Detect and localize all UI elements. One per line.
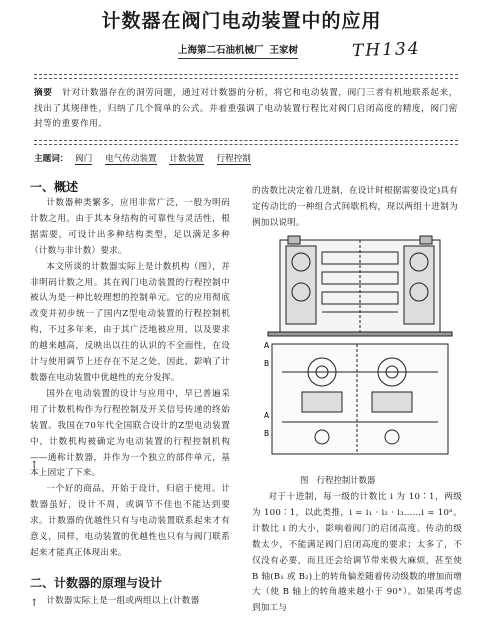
keyword: 电气传动装置 [105,154,157,164]
keyword: 计数装置 [169,154,204,164]
paragraph: 的齿数比决定着几进制，在设计时根据需要设定)具有定传动比的一种组合式间歇机构，现以两组十进制为例加以说明。 [252,186,458,228]
affiliation: 上海第二石油机械厂 [178,45,264,56]
abstract-label: 摘要 [34,88,53,98]
divider-mid-2 [34,144,458,145]
fig-label: A [264,341,270,350]
keyword: 行程控制 [216,154,251,164]
abstract-text: 针对计数器存在的洞劳问题，通过对计数器的分析，将它和电动装置，阀门三者有机地联系起来，找出了其规律性，归纳了几个简单的公式。并着重强调了电动装置行程比对阀门启闭高度的精度，阀门密封等的重要作用。 [34,88,458,129]
author: 王家树 [269,45,299,56]
paragraph: 计数器种类繁多，应用非常广泛，一般为明码计数之用。由于其本身结构的可靠性与灵活性，根据需要，可设计出多种结构类型，足以满足多种（计数与非计数）要求。 [30,198,230,256]
keywords [34,152,458,164]
paragraph: 对于十进制，每一级的计数比 i 为 10∶1，两级为 100∶1，以此类推，i = i₁ · i₂ · i₃……i = 10ⁿ。计数比 i 的大小，影响着阀门的启闭高度。传动的级数太少，不能满足阀门启闭高度的要求；太多了，不仅没有必要，而且还会给调节带来极大麻烦，甚至使 B 轴(B₁ 或 B₂)上的转角偏差随着传动级数的增加而增大（使 B 轴上的转角越来越小于 90°）。如果再考虑到加工与 [252,492,462,614]
counter-mechanism-figure [262,232,458,462]
divider-top-2 [34,78,458,79]
fig-label: B [264,429,270,438]
section1-body [30,196,230,562]
byline-underline [178,58,298,59]
section-heading: 一、概述 [30,180,79,194]
right-column-bottom [252,490,462,617]
paper-title: 计数器在阀门电动装置中的应用 [101,10,382,32]
paragraph: 一个好的商品，开始于设计，归宿于使用。计数器虽好，设计不周，或调节不佳也不能达到要求。计数器的优越性只有与电动装置联系起来才有意义，同样，电动装置的优越性也只有与阀门联系起来才能真正体现出来。 [30,484,230,558]
section-heading: 二、计数器的原理与设计 [30,576,163,590]
handwritten-classification: TH134 [351,38,421,62]
paragraph: 国外在电动装置的设计与应用中，早已普遍采用了计数机构作为行程控制及开关信号传递的终始装置。我国在70年代全国联合设计的Z型电动装置中，计数机构被确定为电动装置的行程控制机构——通称计数器，并作为一个独立的部件单元，基本上固定了下来。 [30,388,230,479]
section2-body [30,594,230,610]
divider-top [34,74,458,75]
right-column-top [252,184,458,232]
margin-mark: ↑ [30,598,39,609]
fig-label: B [264,359,270,368]
figure-caption: 图 行程控制计数器 [300,475,376,485]
byline [178,42,298,56]
paragraph: 本文所谈的计数器实际上是计数机构（图），并非明码计数之用。其在阀门电动装置的行程控制中被认为是一种比较理想的控制单元。它的应用彻底改变并初步统一了国内Z型电动装置的行程控制机构，不过多年来，由于其广泛地被应用，以及要求的越来越高，反映出以往的认识的不全面性，在设计与使用调节上还存在不足之处，因此，影响了计数器在电动装置中优越性的充分发挥。 [30,261,230,383]
keywords-label: 主题词： [34,154,69,164]
margin-mark: ↑ [30,460,39,471]
paragraph: 计数器实际上是一组或两组以上(计数器 [46,596,200,606]
keyword: 阀门 [75,154,93,164]
fig-label: A [264,411,270,420]
abstract [34,86,458,133]
divider-mid [34,140,458,141]
